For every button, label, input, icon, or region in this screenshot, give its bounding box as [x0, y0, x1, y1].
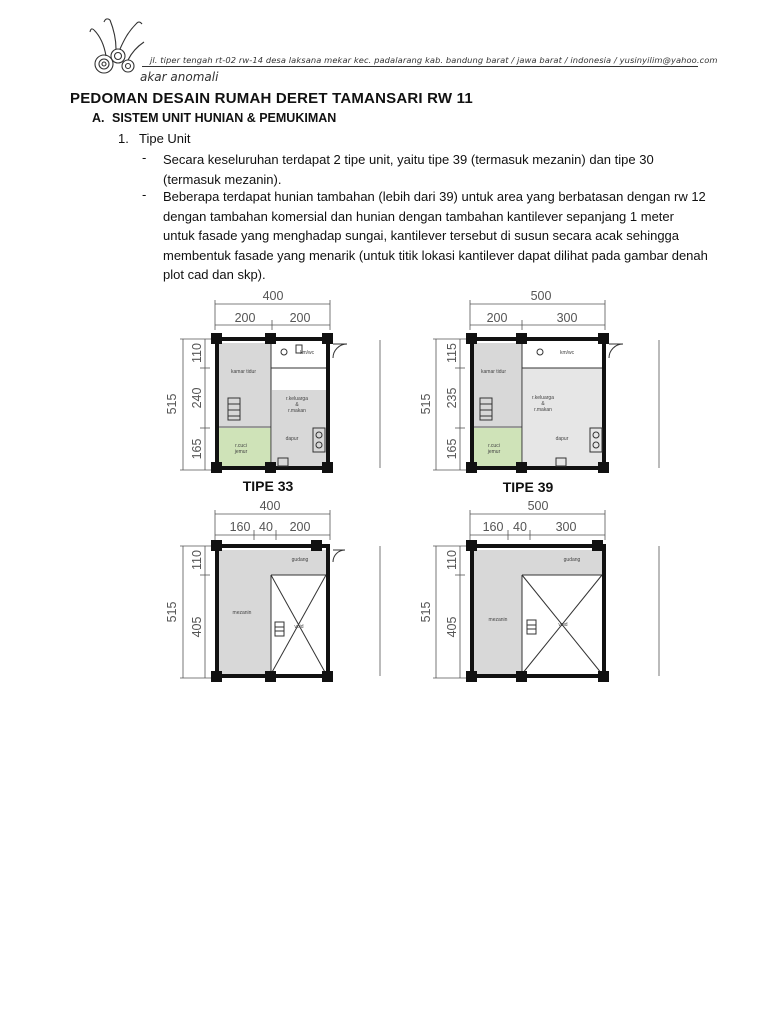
dim-depth: 515 — [165, 601, 179, 623]
room-kamar-tidur: kamar tidur — [231, 369, 257, 375]
dim-total-width: 400 — [259, 499, 281, 513]
dim-width-3: 200 — [289, 520, 311, 534]
room-km-wc: km/wc — [300, 350, 315, 356]
dim-depth-2: 405 — [445, 616, 459, 638]
logo-wordmark: akar anomali — [140, 70, 219, 84]
plan-mezanin-39 — [419, 499, 659, 682]
header-rule — [142, 66, 698, 67]
header-address: jl. tiper tengah rt-02 rw-14 desa laksana mekar kec. padalarang kab. bandung barat / jawa barat / indonesia / yusinyilim@yahoo.com — [150, 55, 718, 65]
bullet-paragraph-1: Secara keseluruhan terdapat 2 tipe unit, yaitu tipe 39 (termasuk mezanin) dan tipe 30 (termasuk mezanin). — [163, 152, 654, 187]
room-mezanin: mezanin — [488, 617, 508, 623]
room-gudang: gudang — [291, 557, 309, 563]
room-dapur: dapur — [285, 436, 299, 442]
dim-depth-1: 110 — [445, 550, 459, 570]
dim-depth-3: 165 — [445, 438, 459, 460]
akar-anomali-logo — [88, 14, 148, 80]
dim-width-1: 200 — [234, 311, 256, 325]
room-gudang: gudang — [563, 557, 581, 563]
dim-depth: 515 — [419, 601, 433, 623]
room-cuci: r.cuci — [488, 443, 500, 449]
dim-depth-1: 115 — [445, 343, 459, 363]
room-km-wc: km/wc — [560, 350, 575, 356]
dim-width-2: 200 — [289, 311, 311, 325]
dim-width-3: 300 — [555, 520, 577, 534]
room-keluarga-amp: & — [541, 401, 545, 407]
dim-depth-2: 240 — [190, 387, 204, 409]
dim-width-2: 300 — [556, 311, 578, 325]
room-jemur: jemur — [234, 449, 248, 455]
item-1-heading: Tipe Unit — [139, 131, 191, 146]
room-kamar-tidur: kamar tidur — [481, 369, 507, 375]
dim-depth-1: 110 — [190, 550, 204, 570]
dim-width-1: 160 — [229, 520, 251, 534]
bullet-paragraph-2: Beberapa terdapat hunian tambahan (lebih dari 39) untuk area yang berbatasan dengan rw 12 dengan tambahan komersial dan hunian dengan tambahan kantilever sepanjang 1 meter untuk fasade yang menghadap sungai, kantilever tersebut di susun secara acak sehingga membentuk fasade yang menarik (untuk titik lokasi kantilever dapat dilihat pada gambar denah plot cad dan skp). — [163, 189, 708, 282]
room-makan: r.makan — [534, 407, 552, 413]
bullet-dash: - — [142, 187, 147, 202]
dim-width-1: 160 — [482, 520, 504, 534]
dim-depth-2: 235 — [445, 387, 459, 409]
plan-tipe-39 — [419, 289, 659, 495]
room-void: void — [294, 624, 304, 630]
plan-tipe-33 — [165, 289, 380, 494]
plan-mezanin-33 — [165, 499, 380, 682]
room-keluarga: r.keluarga — [532, 395, 554, 401]
room-keluarga: r.keluarga — [286, 396, 308, 402]
room-mezanin: mezanin — [232, 610, 252, 616]
dim-depth-2: 405 — [190, 616, 204, 638]
room-cuci: r.cuci — [235, 443, 247, 449]
dim-total-width: 500 — [530, 289, 552, 303]
dim-width-1: 200 — [486, 311, 508, 325]
dim-width-2: 40 — [513, 520, 527, 534]
dim-width-2: 40 — [259, 520, 273, 534]
item-1-number: 1. — [118, 131, 129, 146]
floor-plans-figure — [140, 285, 700, 685]
room-keluarga-amp: & — [295, 402, 299, 408]
room-jemur: jemur — [487, 449, 501, 455]
dim-total-width: 500 — [527, 499, 549, 513]
plan-label-tipe-33: TIPE 33 — [242, 478, 294, 494]
room-makan: r.makan — [288, 408, 306, 414]
document-title: PEDOMAN DESAIN RUMAH DERET TAMANSARI RW 11 — [70, 90, 473, 107]
dim-total-width: 400 — [262, 289, 284, 303]
plan-label-tipe-39: TIPE 39 — [502, 479, 554, 495]
dim-depth: 515 — [419, 393, 433, 415]
section-a-heading: SISTEM UNIT HUNIAN & PEMUKIMAN — [112, 111, 337, 125]
dim-depth-1: 110 — [190, 343, 204, 363]
dim-depth: 515 — [165, 393, 179, 415]
section-a-letter: A. — [92, 111, 105, 125]
dim-depth-3: 165 — [190, 438, 204, 460]
bullet-dash: - — [142, 150, 147, 165]
room-void: void — [558, 622, 568, 628]
room-dapur: dapur — [555, 436, 569, 442]
